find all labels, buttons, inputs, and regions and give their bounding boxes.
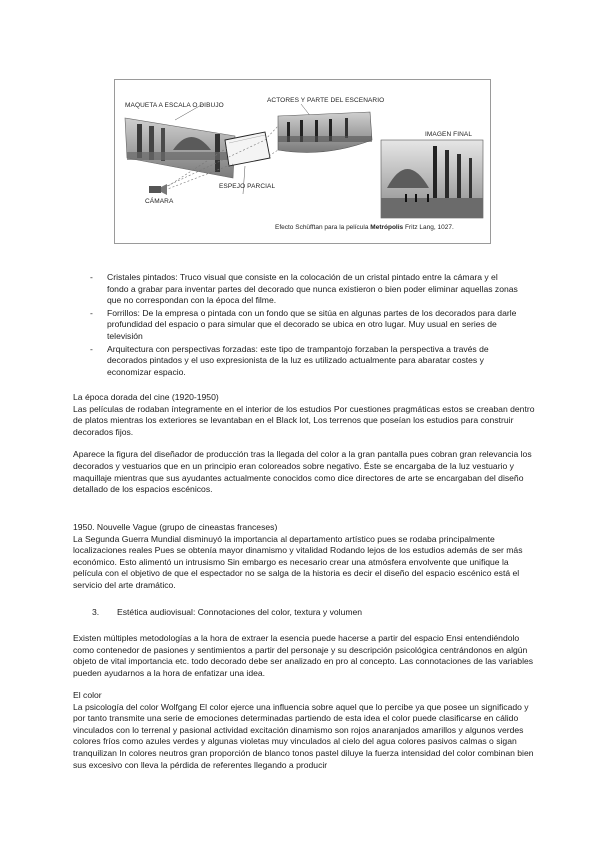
section-title: Estética audiovisual: Connotaciones del color, textura y volumen: [117, 607, 363, 617]
final-image: [381, 140, 483, 218]
label-camera: CÁMARA: [145, 198, 174, 205]
caption-film: Metrópolis: [370, 224, 404, 231]
bullet-marker: -: [90, 307, 93, 318]
list-item-text: Forrillos: De la empresa o pintada con un fondo que se sitúa en algunas partes de los decorados para darle profundidad del espacio o para simular que el decorado se ubica en otro lugar. Muy usual en series de televisión: [107, 307, 517, 341]
list-item: [90, 308, 520, 343]
actors-set-image: [278, 112, 372, 152]
paragraph: Existen múltiples metodologías a la hora de extraer la esencia puede hacerse a partir del espacio Ensi entendiéndolo como contenedor de pasiones y sentimientos a partir del personaje y su descripción psicológica centrándonos en algún objeto de vital importancia etc. todo decorado debe ser analizado en pro al concepto. Las connotaciones de las variables pueden ayudarnos a la hora de enfatizar una idea.: [73, 633, 534, 678]
paragraph: La Segunda Guerra Mundial disminuyó la importancia al departamento artístico pues se rodaba principalmente localizaciones reales Pues se obtenía mayor dinamismo y vitalidad Rodando lejos de los estudios además de ser más económico. Esto alimentó un intrusismo Sin embargo es necesario crear una atmósfera envolvente que unifique la película con el objetivo de que el espectador no se salga de la historia es decir el diseño del espacio escénico está el servicio del arte dramático.: [73, 533, 523, 590]
caption-suffix: Fritz Lang, 1027.: [404, 224, 454, 231]
label-model: MAQUETA A ESCALA O DIBUJO: [125, 102, 224, 109]
list-item: [90, 272, 520, 307]
schufftan-effect-figure: [114, 79, 491, 244]
section-epoca-dorada: [73, 392, 535, 496]
label-final-image: IMAGEN FINAL: [425, 131, 473, 138]
section-number: 3.: [92, 607, 100, 617]
section-nouvelle-vague: [73, 522, 535, 592]
section-heading: El color: [73, 690, 102, 700]
section-color: [73, 690, 535, 771]
label-actors: ACTORES Y PARTE DEL ESCENARIO: [267, 97, 385, 104]
section-heading: 1950. Nouvelle Vague (grupo de cineastas franceses): [73, 522, 278, 532]
section-heading: La época dorada del cine (1920-1950): [73, 392, 219, 402]
section-estetica: [73, 633, 535, 679]
list-item: [90, 344, 520, 379]
list-item-text: Cristales pintados: Truco visual que consiste en la colocación de un cristal pintado entre la cámara y el fondo a grabar para inventar partes del decorado que nunca existieron o bien poder eliminar aquellas zonas que no correspondan con la época del filme.: [107, 272, 518, 306]
paragraph: Las películas de rodaban íntegramente en el interior de los estudios Por cuestiones pragmáticas estos se creaban dentro de platos mientras los exteriores se levantaban en el Black lot, Los terrenos que poseían los estudios para construir decorados fijos.: [73, 403, 535, 437]
caption-prefix: Efecto Schüfftan para la película: [275, 224, 369, 231]
figure-caption: [275, 224, 454, 231]
section-3-heading: [92, 607, 512, 619]
camera-icon: [149, 184, 167, 195]
list-item-text: Arquitectura con perspectivas forzadas: este tipo de trampantojo forzaban la perspectiva a través de decorados pintados y el uso expresionista de la luz es utilizado actualmente para abaratar costes y economizar espacio.: [107, 343, 489, 377]
bullet-marker: -: [90, 272, 93, 282]
model-miniature-image: [125, 118, 235, 178]
label-mirror: ESPEJO PARCIAL: [219, 183, 276, 190]
paragraph: La psicología del color Wolfgang El color ejerce una influencia sobre aquel que lo percibe ya que posee un significado y por tanto transmite una serie de emociones determinadas partiendo de esta idea el color puede clasificarse en cálido vinculados con lo terrenal y pasional actividad excitación dinamismo son rojos anaranjados amarillos y algunos verdes colores fríos como azules verdes y algunas violetas muy vinculados al cielo del agua colores pasivos calmas o sigan tranquilizan In colores neutros gran proporción de blanco tonos pastel diluye la fuerza intensidad del color combinan bien sus excesivo con lleva la pérdida de referentes llegando a producir: [73, 701, 534, 770]
bullet-marker: -: [90, 343, 93, 354]
techniques-list: [90, 272, 520, 379]
paragraph: Aparece la figura del diseñador de producción tras la llegada del color a la gran pantalla pues cobran gran relevancia los decorados y vestuarios que en un principio eran coloreados sobre negativo. Éste se encargaba de la luz vestuario y maquillaje mientras que sus ayudantes actualmente conocidos como dice directores de arte se encargaban del diseño detallado de los espacios escénicos.: [73, 449, 532, 495]
